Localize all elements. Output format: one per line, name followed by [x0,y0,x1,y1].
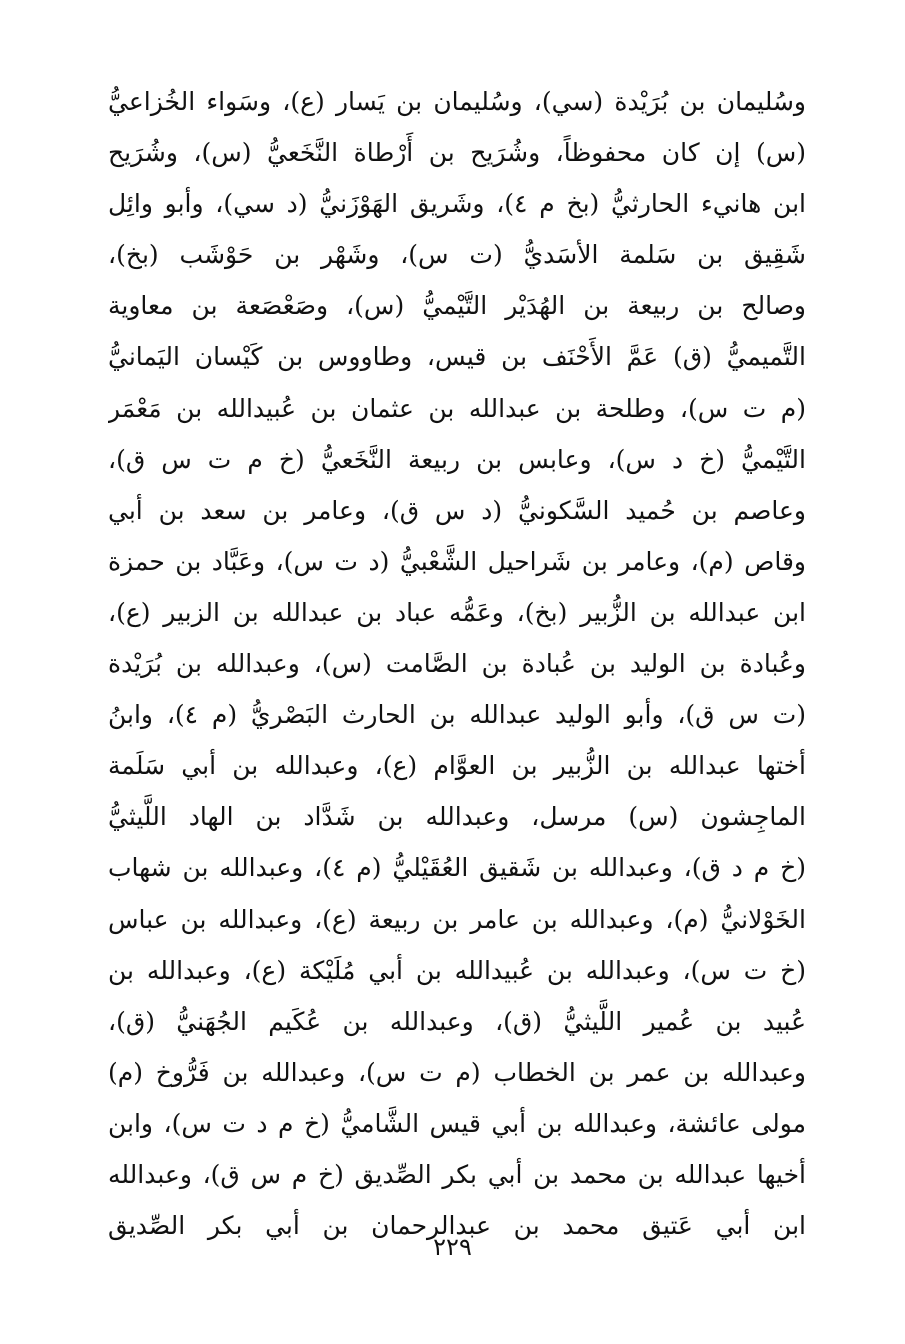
text-line-16: (خ م د ق)، وعبدالله بن شَقيق العُقَيْليُّ (م ٤)، وعبدالله بن شهاب [108,853,806,883]
page-number: ٢٢٩ [433,1233,472,1261]
text-line-6: التَّميميُّ (ق) عَمَّ الأَحْنَف بن قيس، وطاووس بن كَيْسان اليَمانيُّ [108,342,806,372]
body-text [108,76,806,1251]
text-line-5: وصالح بن ربيعة بن الهُدَيْر التَّيْميُّ (س)، وصَعْصَعة بن معاوية [108,291,806,321]
text-line-3: ابن هانيء الحارثيُّ (بخ م ٤)، وشَريق الهَوْزَنيُّ (د سي)، وأبو وائِل [108,189,806,219]
text-line-1: وسُليمان بن بُرَيْدة (سي)، وسُليمان بن يَسار (ع)، وسَواء الخُزاعيُّ [108,87,806,116]
text-line-13: (ت س ق)، وأبو الوليد عبدالله بن الحارث البَصْريُّ (م ٤)، وابنُ [108,700,806,730]
text-line-11: ابن عبدالله بن الزُّبير (بخ)، وعَمُّه عباد بن عبدالله بن الزبير (ع)، [108,597,806,627]
text-line-17: الخَوْلانيُّ (م)، وعبدالله بن عامر بن ربيعة (ع)، وعبدالله بن عباس [108,904,806,934]
text-line-23: ابن أبي عَتيق محمد بن عبدالرحمان بن أبي بكر الصِّديق [108,1211,806,1241]
text-line-21: مولى عائشة، وعبدالله بن أبي قيس الشَّاميُّ (خ م د ت س)، وابن [108,1108,806,1138]
text-line-4: شَقِيق بن سَلمة الأسَديُّ (ت س)، وشَهْر بن حَوْشَب (بخ)، [108,240,806,270]
text-line-12: وعُبادة بن الوليد بن عُبادة بن الصَّامت (س)، وعبدالله بن بُرَيْدة [108,649,806,679]
text-line-15: الماجِشون (س) مرسل، وعبدالله بن شَدَّاد بن الهاد اللَّيثيُّ [108,802,806,832]
text-line-2: (س) إن كان محفوظاً، وشُرَيح بن أَرْطاة النَّخَعيُّ (س)، وشُرَيح [108,138,806,168]
text-line-9: وعاصم بن حُميد السَّكونيُّ (د س ق)، وعامر بن سعد بن أبي [108,495,806,525]
text-line-20: وعبدالله بن عمر بن الخطاب (م ت س)، وعبدالله بن فَرُّوخ (م) [108,1057,806,1087]
text-line-22: أخيها عبدالله بن محمد بن أبي بكر الصِّديق (خ م س ق)، وعبدالله [108,1159,806,1189]
text-line-14: أختها عبدالله بن الزُّبير بن العوَّام (ع)، وعبدالله بن أبي سَلَمة [108,751,806,781]
text-line-10: وقاص (م)، وعامر بن شَراحيل الشَّعْبيُّ (د ت س)، وعَبَّاد بن حمزة [108,546,806,576]
text-line-19: عُبيد بن عُمير اللَّيثيُّ (ق)، وعبدالله بن عُكَيم الجُهَنيُّ (ق)، [108,1006,806,1036]
text-line-8: التَّيْميُّ (خ د س)، وعابس بن ربيعة النَّخَعيُّ (خ م ت س ق)، [108,444,806,474]
text-line-18: (خ ت س)، وعبدالله بن عُبيدالله بن أبي مُلَيْكة (ع)، وعبدالله بن [108,955,806,985]
text-line-7: (م ت س)، وطلحة بن عبدالله بن عثمان بن عُبيدالله بن مَعْمَر [108,393,806,423]
